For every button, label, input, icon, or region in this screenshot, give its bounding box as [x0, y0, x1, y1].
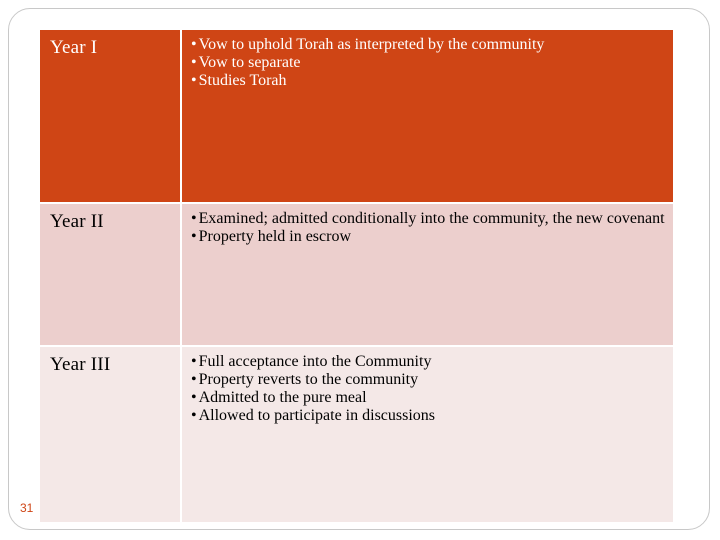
- bullet-icon: •: [191, 353, 197, 370]
- row-year-3-label-cell: [40, 347, 182, 522]
- bullet-icon: •: [191, 54, 197, 71]
- year-2-label: Year II: [50, 211, 104, 232]
- year-2-list: [191, 210, 665, 246]
- bullet-icon: •: [191, 36, 197, 53]
- row-year-2-content-cell: [182, 204, 673, 347]
- list-item: • Examined; admitted conditionally into the community, the new covenant: [191, 210, 665, 227]
- year-1-list: [191, 36, 665, 90]
- slide-number: 31: [20, 501, 34, 515]
- bullet-icon: •: [191, 389, 197, 406]
- program-table: [40, 30, 673, 522]
- bullet-icon: •: [191, 371, 197, 388]
- list-item: • Property held in escrow: [191, 228, 352, 245]
- bullet-icon: •: [191, 72, 197, 89]
- list-item: • Vow to separate: [191, 54, 301, 71]
- bullet-icon: •: [191, 407, 197, 424]
- list-item: • Allowed to participate in discussions: [191, 407, 436, 424]
- list-item: • Vow to uphold Torah as interpreted by the community: [191, 36, 545, 53]
- year-3-label: Year III: [50, 354, 111, 375]
- row-year-1-content-cell: [182, 30, 673, 204]
- row-year-1-label-cell: [40, 30, 182, 204]
- bullet-icon: •: [191, 210, 197, 227]
- bullet-icon: •: [191, 228, 197, 245]
- row-year-3-content-cell: [182, 347, 673, 522]
- list-item: • Full acceptance into the Community: [191, 353, 432, 370]
- list-item: • Admitted to the pure meal: [191, 389, 367, 406]
- row-year-2-label-cell: [40, 204, 182, 347]
- list-item: • Studies Torah: [191, 72, 287, 89]
- year-1-label: Year I: [50, 37, 98, 58]
- year-3-list: [191, 353, 665, 425]
- list-item: • Property reverts to the community: [191, 371, 419, 388]
